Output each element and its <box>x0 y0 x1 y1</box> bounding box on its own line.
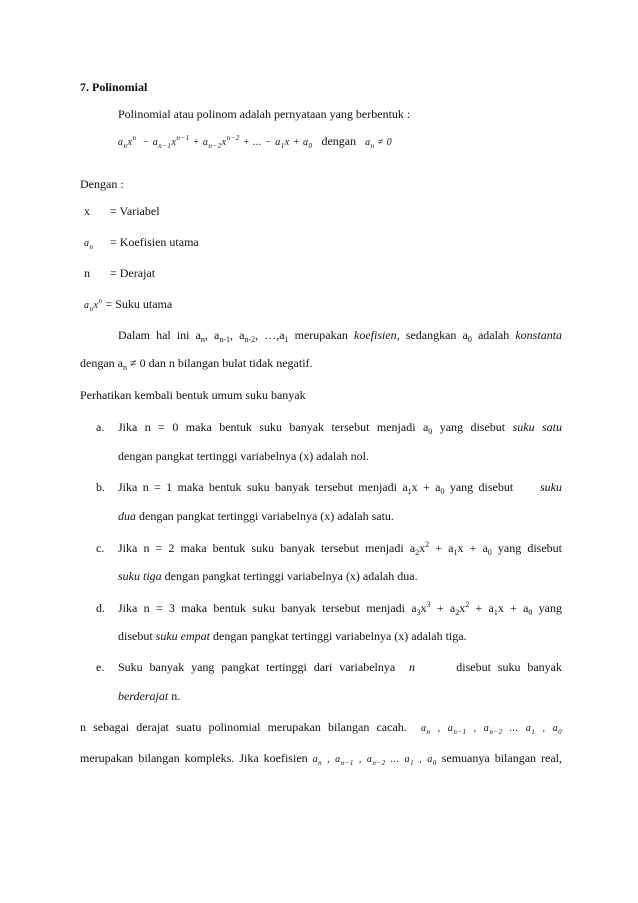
polynomial-formula: $a_nx^n - a_{n-1}x^{n-1} + a_{n-2}x^{n-2}$ + ... − $a_1x + a_0$ dengan $a_n \ne 0$ <box>118 134 393 150</box>
closing-line1: n sebagai derajat suatu polinomial merupakan bilangan cacah. $a_n$ , $a_{n-1}$ , $a_{n-2}$ ... $a_1$ , $a_0$ <box>80 720 563 736</box>
list-item-b-line2: dua dengan pangkat tertinggi variabelnya (x) adalah satu. <box>118 509 394 523</box>
perhatikan-text: Perhatikan kembali bentuk umum suku banyak <box>80 388 306 402</box>
list-letter: a. <box>96 420 105 434</box>
list-letter: b. <box>96 480 105 494</box>
definition-row: x = Variabel <box>84 204 160 218</box>
list-letter: e. <box>96 660 105 674</box>
definition-row: n = Derajat <box>84 266 156 280</box>
list-item-c-line2: suku tiga dengan pangkat tertinggi variabelnya (x) adalah dua. <box>118 569 418 583</box>
condition-word: dengan <box>321 134 357 148</box>
list-letter: d. <box>96 601 105 615</box>
intro-text: Polinomial atau polinom adalah pernyataan yang berbentuk : <box>118 107 411 121</box>
definition-row: $a_nx^n$ = Suku utama <box>84 297 173 313</box>
definition-row: $a_n$ = Koefisien utama <box>84 235 199 251</box>
list-item-d-line2: disebut suku empat dengan pangkat tertinggi variabelnya (x) adalah tiga. <box>118 629 467 643</box>
list-item-d-line1: Jika n = 3 maka bentuk suku banyak tersebut menjadi $a_3x^3 + a_2x^2 + a_1x + a_0$ yang <box>118 600 563 617</box>
list-item-c-line1: Jika n = 2 maka bentuk suku banyak tersebut menjadi $a_2x^2 + a_1x + a_0$ yang disebut <box>118 540 563 557</box>
section-heading: 7. Polinomial <box>80 80 148 94</box>
list-item-e-line1: Suku banyak yang pangkat tertinggi dari variabelnya n disebut suku banyak <box>118 660 562 674</box>
list-item-b-line1: Jika n = 1 maka bentuk suku banyak tersebut menjadi $a_1x + a_0$ yang disebut suku <box>118 480 563 496</box>
closing-line2: merupakan bilangan kompleks. Jika koefisien $a_n$ , $a_{n-1}$ , $a_{n-2}$ ... $a_1$ , $a_0$ semuanya bilangan real, <box>80 751 563 767</box>
paragraph-coefficients: Dalam hal ini $a_n$, $a_{n-1}$, $a_{n-2}$, $\dots,a_1$ merupakan koefisien, sedangkan $a_0$ adalah konstanta <box>118 328 563 344</box>
list-letter: c. <box>96 541 105 555</box>
list-item-a-line2: dengan pangkat tertinggi variabelnya (x) adalah nol. <box>118 449 369 463</box>
list-item-a-line1: Jika n = 0 maka bentuk suku banyak tersebut menjadi $a_0$ yang disebut suku satu <box>118 420 563 436</box>
list-item-e-line2: berderajat n. <box>118 689 181 703</box>
dengan-label: Dengan : <box>80 177 124 191</box>
paragraph-coefficients-line2: dengan $a_n \ne 0$ dan n bilangan bulat tidak negatif. <box>80 356 313 372</box>
